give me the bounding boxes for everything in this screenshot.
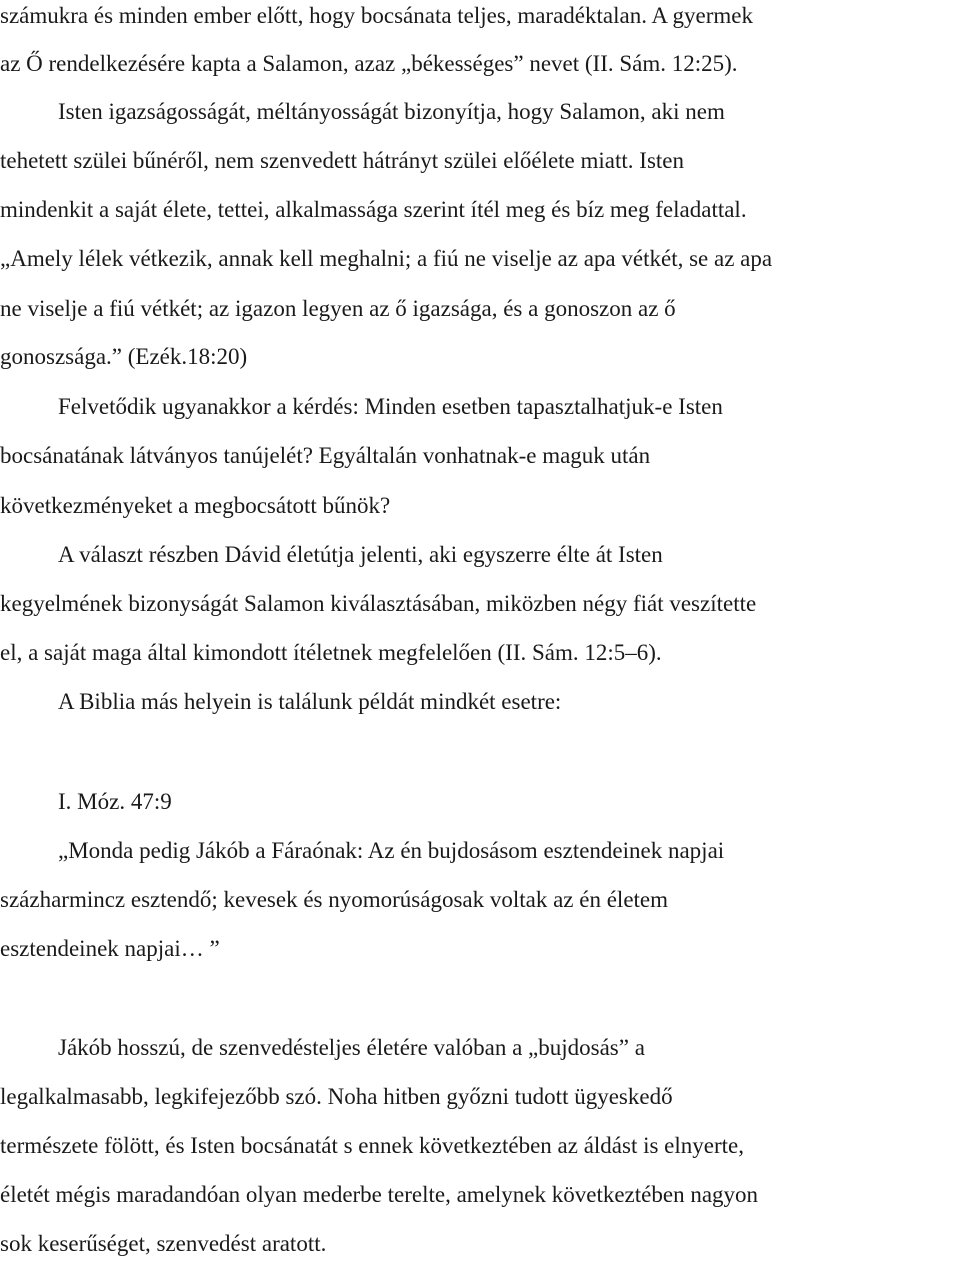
text-line: számukra és minden ember előtt, hogy bocsánata teljes, maradéktalan. A gyermek <box>0 3 753 28</box>
text-line: következményeket a megbocsátott bűnök? <box>0 493 391 518</box>
text-line: legalkalmasabb, legkifejezőbb szó. Noha hitben győzni tudott ügyeskedő <box>0 1084 673 1109</box>
text-line: I. Móz. 47:9 <box>58 789 172 814</box>
text-line: „Monda pedig Jákób a Fáraónak: Az én bujdosásom esztendeinek napjai <box>58 838 725 863</box>
text-line: százharmincz esztendő; kevesek és nyomorúságosak voltak az én életem <box>0 887 669 912</box>
text-line: természete fölött, és Isten bocsánatát s ennek következtében az áldást is elnyerte, <box>0 1133 744 1158</box>
text-line: gonoszsága.” (Ezék.18:20) <box>0 344 248 369</box>
text-line: tehetett szülei bűnéről, nem szenvedett hátrányt szülei előélete miatt. Isten <box>0 148 684 173</box>
text-line: „Amely lélek vétkezik, annak kell meghalni; a fiú ne viselje az apa vétkét, se az apa <box>0 246 773 271</box>
text-line: bocsánatának látványos tanújelét? Egyáltalán vonhatnak-e maguk után <box>0 443 651 468</box>
text-line: esztendeinek napjai… ” <box>0 936 220 961</box>
text-line: el, a saját maga által kimondott ítéletnek megfelelően (II. Sám. 12:5–6). <box>0 640 662 665</box>
text-line: Isten igazságosságát, méltányosságát bizonyítja, hogy Salamon, aki nem <box>58 99 725 124</box>
text-line: kegyelmének bizonyságát Salamon kiválasztásában, miközben négy fiát veszítette <box>0 591 757 616</box>
text-line: mindenkit a saját élete, tettei, alkalmassága szerint ítél meg és bíz meg feladattal. <box>0 197 747 222</box>
text-line: A Biblia más helyein is találunk példát mindkét esetre: <box>58 689 562 714</box>
text-line: életét mégis maradandóan olyan mederbe terelte, amelynek következtében nagyon <box>0 1182 759 1207</box>
text-line: Felvetődik ugyanakkor a kérdés: Minden esetben tapasztalhatjuk-e Isten <box>58 394 723 419</box>
text-line: Jákób hosszú, de szenvedésteljes életére valóban a „bujdosás” a <box>58 1035 645 1060</box>
text-line: A választ részben Dávid életútja jelenti, aki egyszerre élte át Isten <box>58 542 663 567</box>
text-line: sok keserűséget, szenvedést aratott. <box>0 1231 327 1256</box>
text-line: ne viselje a fiú vétkét; az igazon legyen az ő igazsága, és a gonoszon az ő <box>0 296 676 321</box>
text-line: az Ő rendelkezésére kapta a Salamon, azaz „békességes” nevet (II. Sám. 12:25). <box>0 51 738 76</box>
